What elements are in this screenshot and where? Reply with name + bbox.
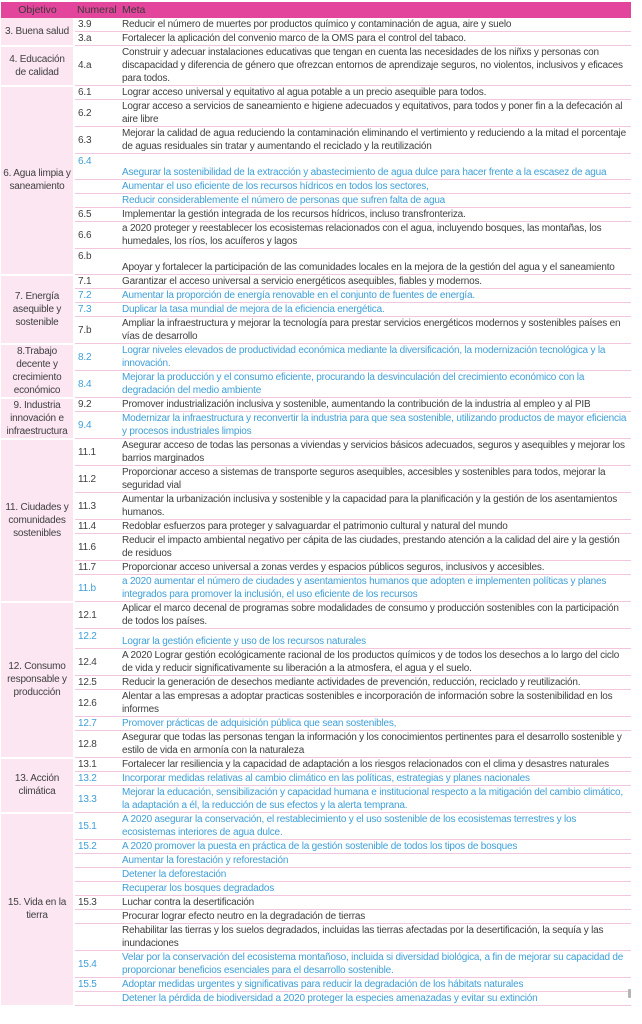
numeral-cell: 4.a [74,46,120,86]
meta-row [1,992,631,1006]
table-header [1,2,631,18]
meta-cell: Lograr acceso a servicios de saneamiento e higiene adecuados y equitativos, para todos y poner fin a la defecación al aire libre [120,100,631,127]
meta-cell: Garantizar el acceso universal a servicio energéticos asequibles, fiables y modernos. [120,275,631,289]
numeral-cell: 9.2 [74,398,120,412]
meta-row [1,275,631,289]
meta-row [1,154,631,180]
meta-cell: a 2020 proteger y reestablecer los ecosistemas relacionados con el agua, incluyendo bosques, las montañas, los humedales, los ríos, los acuíferos y lagos [120,222,631,249]
meta-cell: Alentar a las empresas a adoptar practicas sostenibles e incorporación de información sobre la sostenibilidad en los informes [120,690,631,717]
meta-cell: Luchar contra la desertificación [120,896,631,910]
numeral-cell [74,854,120,868]
meta-row [1,86,631,100]
meta-row [1,758,631,772]
meta-cell: Rehabilitar las tierras y los suelos degradados, incluidas las tierras afectadas por la desertificación, la sequía y las inundaciones [120,924,631,951]
meta-cell: Modernizar la infraestructura y reconvertir la industria para que sea sostenible, utilizando productos de mayor eficiencia y procesos industriales limpios [120,412,631,439]
meta-row [1,398,631,412]
numeral-cell: 6.2 [74,100,120,127]
header-row [1,2,631,18]
meta-cell: Adoptar medidas urgentes y significativas para reducir la degradación de los hábitats naturales [120,978,631,992]
meta-row [1,289,631,303]
numeral-cell [74,910,120,924]
meta-cell: A 2020 Lograr gestión ecológicamente racional de los productos químicos y de todos los desechos a lo largo del ciclo de vida y reducir significativamente su liberación a la atmosfera, el agua y el suelo. [120,649,631,676]
objetivo-cell: 4. Educación de calidad [1,46,74,86]
meta-cell: Asegurar acceso de todas las personas a viviendas y servicios básicos adecuados, seguros y asequibles y mejorar los barrios marginados [120,439,631,466]
meta-row [1,46,631,86]
meta-cell: Apoyar y fortalecer la participación de las comunidades locales en la mejora de la gestión del agua y el saneamiento [120,249,631,275]
meta-cell: Proporcionar acceso a sistemas de transporte seguros asequibles, accesibles y sostenibles para todos, mejorar la seguridad vial [120,466,631,493]
meta-cell: Implementar la gestión integrada de los recursos hídricos, incluso transfronteriza. [120,208,631,222]
objetivo-cell: 3. Buena salud [1,18,74,46]
numeral-cell: 15.2 [74,840,120,854]
meta-row [1,978,631,992]
meta-cell: Aumentar la urbanización inclusiva y sostenible y la capacidad para la planificación y la gestión de los asentamientos humanos. [120,493,631,520]
meta-cell: Duplicar la tasa mundial de mejora de la eficiencia energética. [120,303,631,317]
numeral-cell [74,924,120,951]
meta-cell: Promover industrialización inclusiva y sostenible, aumentando la contribución de la industria al empleo y al PIB [120,398,631,412]
meta-row [1,813,631,840]
objetivo-cell: 13. Acción climática [1,758,74,813]
meta-row [1,575,631,602]
objetivo-cell: 15. Vida en la tierra [1,813,74,1006]
meta-cell: Procurar lograr efecto neutro en la degradación de tierras [120,910,631,924]
meta-row [1,194,631,208]
objetivo-cell: 8.Trabajo decente y crecimiento económico [1,344,74,398]
meta-row [1,629,631,649]
meta-row [1,493,631,520]
meta-cell: Construir y adecuar instalaciones educativas que tengan en cuenta las necesidades de los niñxs y personas con discapacidad y diferencia de género que ofrezcan entornos de aprendizaje seguros, no violentos, inclusivos y eficaces para todos. [120,46,631,86]
meta-cell: Aumentar el uso eficiente de los recursos hídricos en todos los sectores, [120,180,631,194]
objetivo-cell: 7. Energía asequible y sostenible [1,275,74,344]
numeral-cell: 11.3 [74,493,120,520]
meta-cell: Mejorar la educación, sensibilización y capacidad humana e institucional respecto a la mitigación del cambio climático, la adaptación a él, la reducción de sus efectos y la alerta temprana. [120,786,631,813]
numeral-cell: 6.1 [74,86,120,100]
numeral-cell: 12.8 [74,731,120,758]
meta-cell: Asegurar la sostenibilidad de la extracción y abastecimiento de agua dulce para hacer frente a la escasez de agua [120,154,631,180]
numeral-cell [74,882,120,896]
numeral-cell: 6.b [74,249,120,275]
meta-cell: Detener la pérdida de biodiversidad a 2020 proteger la especies amenazadas y evitar su extinción [120,992,631,1006]
metas-table [1,2,631,1007]
meta-row [1,731,631,758]
meta-row [1,32,631,46]
meta-row [1,520,631,534]
objetivo-cell: 11. Ciudades y comunidades sostenibles [1,439,74,602]
meta-row [1,344,631,371]
numeral-cell: 7.b [74,317,120,344]
numeral-cell: 15.3 [74,896,120,910]
meta-row [1,371,631,398]
scrollbar-tick [628,989,631,998]
meta-cell: Lograr la gestión eficiente y uso de los recursos naturales [120,629,631,649]
meta-row [1,412,631,439]
numeral-cell: 11.1 [74,439,120,466]
meta-row [1,868,631,882]
numeral-cell: 6.3 [74,127,120,154]
meta-row [1,690,631,717]
meta-cell: Reducir la generación de desechos mediante actividades de prevención, reducción, reciclado y reutilización. [120,676,631,690]
numeral-cell: 12.2 [74,629,120,649]
column-header-objetivo: Objetivo [1,2,74,18]
objetivo-cell: 9. Industria innovación e infraestructura [1,398,74,439]
numeral-cell [74,868,120,882]
numeral-cell: 12.7 [74,717,120,731]
numeral-cell: 8.2 [74,344,120,371]
numeral-cell: 11.6 [74,534,120,561]
numeral-cell: 8.4 [74,371,120,398]
meta-row [1,180,631,194]
numeral-cell: 9.4 [74,412,120,439]
numeral-cell: 7.3 [74,303,120,317]
meta-row [1,127,631,154]
meta-cell: Fortalecer la aplicación del convenio marco de la OMS para el control del tabaco. [120,32,631,46]
numeral-cell: 12.4 [74,649,120,676]
meta-row [1,924,631,951]
column-header-numeral: Numeral [74,2,120,18]
numeral-cell: 11.4 [74,520,120,534]
meta-cell: Promover prácticas de adquisición pública que sean sostenibles, [120,717,631,731]
numeral-cell: 12.5 [74,676,120,690]
numeral-cell: 7.1 [74,275,120,289]
meta-cell: Fortalecer lar resiliencia y la capacidad de adaptación a los riesgos relacionados con el clima y desastres naturales [120,758,631,772]
meta-cell: Detener la deforestación [120,868,631,882]
meta-cell: Reducir considerablemente el número de personas que sufren falta de agua [120,194,631,208]
meta-cell: Proporcionar acceso universal a zonas verdes y espacios públicos seguros, inclusivos y accesibles. [120,561,631,575]
column-header-meta: Meta [120,2,631,18]
meta-row [1,18,631,32]
meta-cell: A 2020 promover la puesta en práctica de la gestión sostenible de todos los tipos de bosques [120,840,631,854]
objetivo-cell: 6. Agua limpia y saneamiento [1,86,74,275]
numeral-cell: 15.5 [74,978,120,992]
meta-row [1,896,631,910]
meta-cell: Mejorar la producción y el consumo eficiente, procurando la desvinculación del crecimiento económico con la degradación del medio ambiente [120,371,631,398]
meta-cell: A 2020 asegurar la conservación, el restablecimiento y el uso sostenible de los ecosistemas terrestres y los ecosistemas interiores de agua dulce. [120,813,631,840]
meta-row [1,466,631,493]
meta-cell: Lograr niveles elevados de productividad económica mediante la diversificación, la modernización tecnológica y la innovación. [120,344,631,371]
numeral-cell: 6.5 [74,208,120,222]
objetivo-cell: 12. Consumo responsable y producción [1,602,74,758]
numeral-cell: 12.1 [74,602,120,629]
meta-row [1,854,631,868]
meta-row [1,303,631,317]
meta-row [1,772,631,786]
numeral-cell: 12.6 [74,690,120,717]
numeral-cell: 13.1 [74,758,120,772]
meta-row [1,439,631,466]
meta-row [1,208,631,222]
meta-cell: Incorporar medidas relativas al cambio climático en las políticas, estrategias y planes nacionales [120,772,631,786]
numeral-cell: 15.4 [74,951,120,978]
meta-cell: Aumentar la forestación y reforestación [120,854,631,868]
meta-cell: Lograr acceso universal y equitativo al agua potable a un precio asequible para todos. [120,86,631,100]
meta-row [1,951,631,978]
meta-cell: Recuperar los bosques degradados [120,882,631,896]
numeral-cell: 3.9 [74,18,120,32]
meta-cell: Aplicar el marco decenal de programas sobre modalidades de consumo y producción sostenibles con la participación de todos los países. [120,602,631,629]
meta-cell: Ampliar la infraestructura y mejorar la tecnología para prestar servicios energéticos modernos y sostenibles países en vías de desarrollo [120,317,631,344]
meta-row [1,786,631,813]
meta-cell: a 2020 aumentar el número de ciudades y asentamientos humanos que adopten e implementen políticas y planes integrados para promover la inclusión, el uso eficiente de los recursos [120,575,631,602]
meta-row [1,222,631,249]
numeral-cell: 11.2 [74,466,120,493]
meta-cell: Mejorar la calidad de agua reduciendo la contaminación eliminando el vertimiento y reduciendo a la mitad el porcentaje de aguas residuales sin tratar y aumentando el reciclado y la reutilización [120,127,631,154]
metas-table-body [1,18,631,1006]
meta-row [1,249,631,275]
numeral-cell: 11.7 [74,561,120,575]
numeral-cell: 6.4 [74,154,120,180]
numeral-cell: 13.2 [74,772,120,786]
meta-row [1,910,631,924]
numeral-cell [74,992,120,1006]
numeral-cell: 11.b [74,575,120,602]
meta-cell: Reducir el impacto ambiental negativo per cápita de las ciudades, prestando atención a la calidad del aire y la gestión de residuos [120,534,631,561]
meta-cell: Aumentar la proporción de energía renovable en el conjunto de fuentes de energía. [120,289,631,303]
meta-row [1,649,631,676]
numeral-cell: 15.1 [74,813,120,840]
meta-cell: Velar por la conservación del ecosistema montañoso, incluida si diversidad biológica, a fin de mejorar su capacidad de proporcionar beneficios esenciales para el desarrollo sostenible. [120,951,631,978]
meta-row [1,717,631,731]
numeral-cell: 3.a [74,32,120,46]
meta-row [1,100,631,127]
meta-cell: Redoblar esfuerzos para proteger y salvaguardar el patrimonio cultural y natural del mundo [120,520,631,534]
numeral-cell [74,194,120,208]
numeral-cell: 13.3 [74,786,120,813]
meta-row [1,602,631,629]
meta-row [1,561,631,575]
meta-row [1,534,631,561]
numeral-cell: 6.6 [74,222,120,249]
meta-cell: Reducir el número de muertes por productos químico y contaminación de agua, aire y suelo [120,18,631,32]
meta-row [1,676,631,690]
meta-row [1,882,631,896]
meta-cell: Asegurar que todas las personas tengan la información y los conocimientos pertinentes para el desarrollo sostenible y estilo de vida en armonía con la naturaleza [120,731,631,758]
meta-row [1,317,631,344]
meta-row [1,840,631,854]
numeral-cell [74,180,120,194]
numeral-cell: 7.2 [74,289,120,303]
